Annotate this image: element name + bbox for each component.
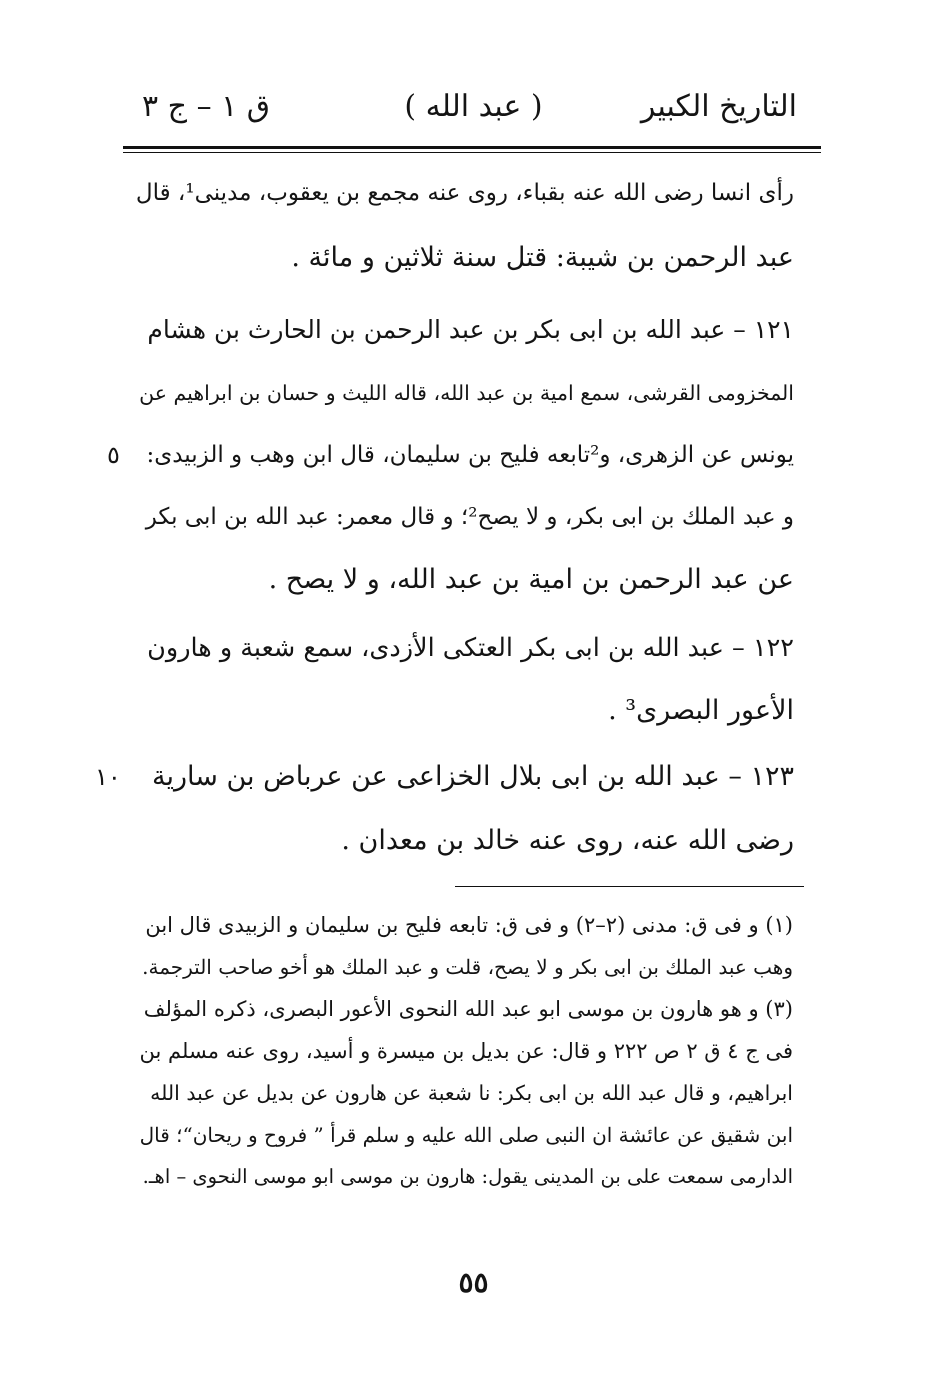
entry-121-heading-line: ١٢١ – عبد الله بن ابى بكر بن عبد الرحمن بن الحارث بن هشام [147, 315, 794, 344]
footnote-line: ابن شقيق عن عائشة ان النبى صلى الله عليه و سلم قرأ ” فروح و ريحان“؛ قال [139, 1123, 793, 1147]
footnote-line: وهب عبد الملك بن ابى بكر و لا يصح، قلت و عبد الملك هو أخو صاحب الترجمة. [142, 955, 793, 979]
running-head-section: ( عبد الله ) [404, 89, 543, 124]
margin-line-number: ٥ [107, 441, 120, 469]
margin-line-number: ١٠ [95, 763, 121, 791]
footnote-line: الدارمى سمعت على بن المدينى يقول: هارون بن موسى ابو موسى النحوى – اهـ. [142, 1165, 793, 1188]
footnote-line: فى ج ٤ ق ٢ ص ٢٢٢ و قال: عن بديل بن ميسرة و أسيد، روى عنه مسلم بن [139, 1039, 793, 1063]
text-line: الأعور البصرى³ . [608, 695, 794, 726]
footnote-line: (١) و فى ق: مدنى (٢–٢) و فى ق: تابعه فليح بن سليمان و الزبيدى قال ابن [145, 913, 793, 937]
running-head-volume: ق ١ – ج ٣ [142, 89, 271, 124]
header-rule-thick [123, 146, 821, 149]
header-rule-thin [123, 152, 821, 153]
text-line: عن عبد الرحمن بن امية بن عبد الله، و لا يصح . [268, 564, 794, 595]
text-line: و عبد الملك بن ابى بكر، و لا يصح²؛ و قال معمر: عبد الله بن ابى بكر [145, 504, 794, 530]
footnote-line: (٣) و هو هارون بن موسى ابو عبد الله النحوى الأعور البصرى، ذكره المؤلف [143, 997, 793, 1021]
running-head-title: التاريخ الكبير [640, 89, 797, 124]
entry-122-heading-line: ١٢٢ – عبد الله بن ابى بكر العتكى الأزدى، سمع شعبة و هارون [147, 633, 794, 663]
page-number: ٥٥ [458, 1266, 489, 1299]
footnote-rule [455, 886, 804, 887]
entry-123-heading-line: ١٢٣ – عبد الله بن ابى بلال الخزاعى عن عرباض بن سارية [152, 761, 794, 792]
footnote-line: ابراهيم، و قال عبد الله بن ابى بكر: نا شعبة عن هارون عن بديل عن عبد الله [150, 1081, 793, 1105]
text-line: رضى الله عنه، روى عنه خالد بن معدان . [341, 825, 794, 856]
text-line: يونس عن الزهرى، و²تابعه فليح بن سليمان، قال ابن وهب و الزبيدى: [146, 442, 794, 468]
text-line: المخزومى القرشى، سمع امية بن عبد الله، قاله الليث و حسان بن ابراهيم عن [139, 381, 794, 405]
text-line: عبد الرحمن بن شيبة: قتل سنة ثلاثين و مائة . [291, 242, 794, 273]
text-line: رأى انسا رضى الله عنه بقباء، روى عنه مجمع بن يعقوب، مدينى¹، قال [135, 180, 794, 206]
